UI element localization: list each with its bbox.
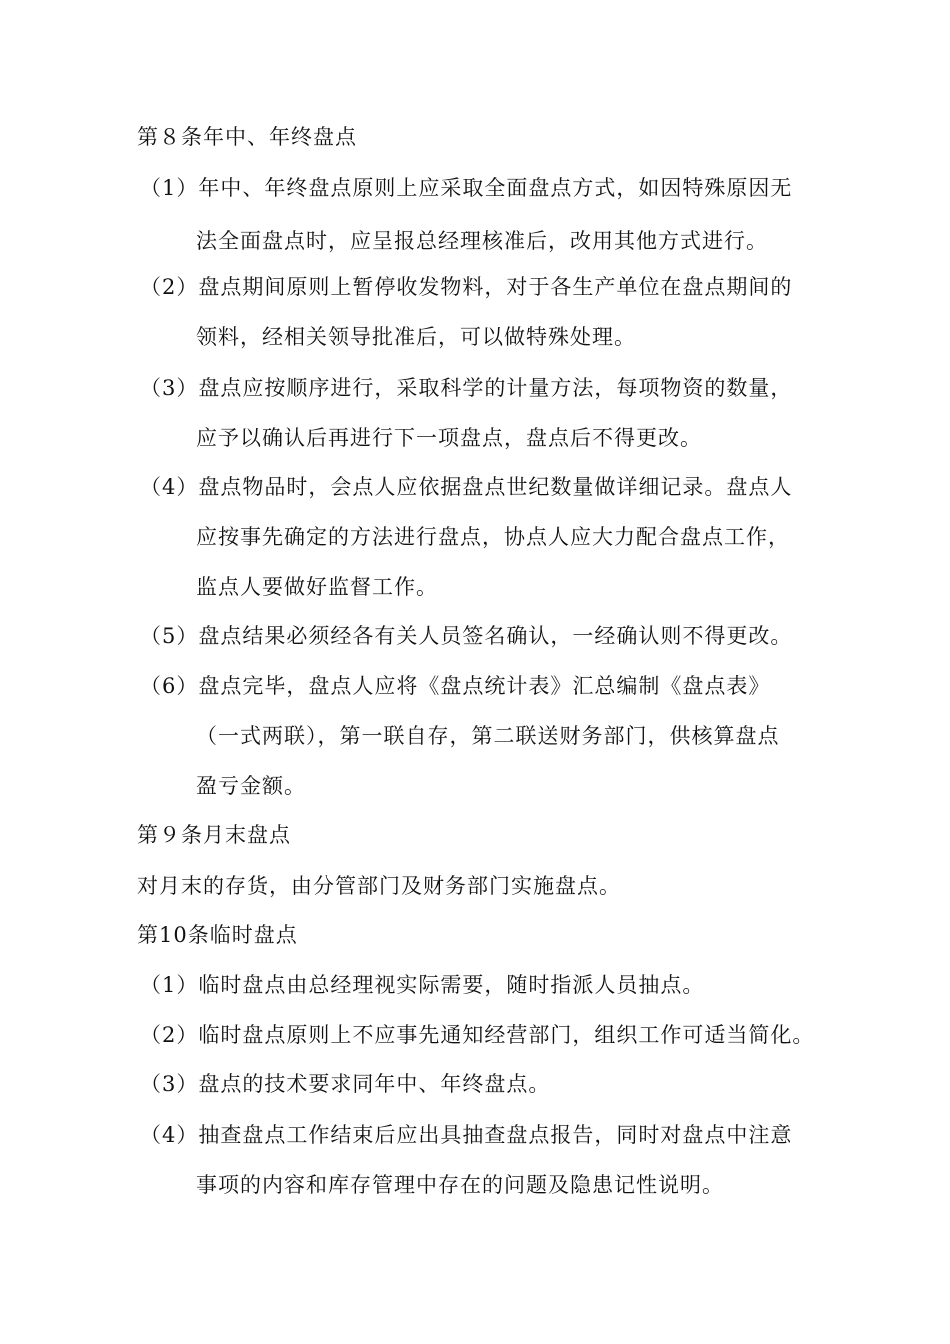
article-8-item-1-line-1: （1）年中、年终盘点原则上应采取全面盘点方式，如因特殊原因无	[140, 176, 793, 200]
article-8-heading: 第８条年中、年终盘点	[137, 125, 357, 149]
article-10-heading: 第10条临时盘点	[137, 923, 298, 947]
article-10-item-2-line-1: （2）临时盘点原则上不应事先通知经营部门，组织工作可适当简化。	[140, 1023, 815, 1047]
article-8-item-4-line-3: 监点人要做好监督工作。	[196, 575, 438, 599]
article-8-item-6-line-3: 盈亏金额。	[196, 774, 306, 798]
article-8-item-3-line-2: 应予以确认后再进行下一项盘点，盘点后不得更改。	[196, 426, 702, 450]
article-8-item-2-line-2: 领料，经相关领导批准后，可以做特殊处理。	[196, 325, 636, 349]
article-8-item-5-line-1: （5）盘点结果必须经各有关人员签名确认，一经确认则不得更改。	[140, 624, 793, 648]
article-8-item-6-line-2: （一式两联），第一联自存，第二联送财务部门，供核算盘点	[196, 724, 780, 748]
article-10-item-1-line-1: （1）临时盘点由总经理视实际需要，随时指派人员抽点。	[140, 973, 705, 997]
article-10-item-4-line-2: 事项的内容和库存管理中存在的问题及隐患记性说明。	[196, 1173, 724, 1197]
article-8-item-4-line-1: （4）盘点物品时，会点人应依据盘点世纪数量做详细记录。盘点人	[140, 475, 793, 499]
article-8-item-2-line-1: （2）盘点期间原则上暂停收发物料，对于各生产单位在盘点期间的	[140, 275, 793, 299]
article-8-item-4-line-2: 应按事先确定的方法进行盘点，协点人应大力配合盘点工作，	[196, 525, 790, 549]
article-9-body: 对月末的存货，由分管部门及财务部门实施盘点。	[137, 874, 621, 898]
article-8-item-6-line-1: （6）盘点完毕，盘点人应将《盘点统计表》汇总编制《盘点表》	[140, 674, 771, 698]
article-8-item-1-line-2: 法全面盘点时，应呈报总经理核准后，改用其他方式进行。	[196, 229, 768, 253]
article-8-item-3-line-1: （3）盘点应按顺序进行，采取科学的计量方法，每项物资的数量，	[140, 376, 793, 400]
article-10-item-3-line-1: （3）盘点的技术要求同年中、年终盘点。	[140, 1072, 551, 1096]
article-9-heading: 第９条月末盘点	[137, 823, 291, 847]
article-10-item-4-line-1: （4）抽查盘点工作结束后应出具抽查盘点报告，同时对盘点中注意	[140, 1123, 793, 1147]
